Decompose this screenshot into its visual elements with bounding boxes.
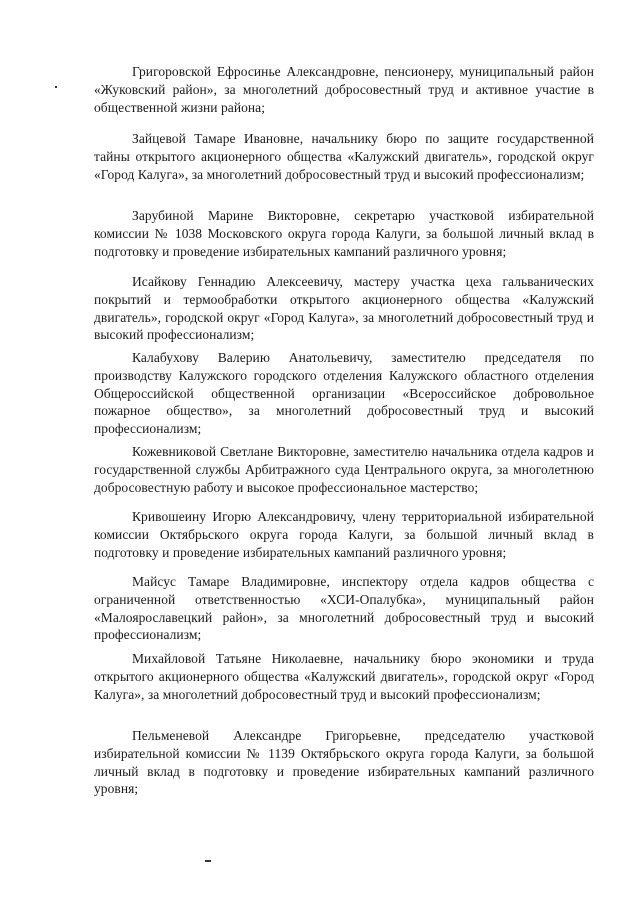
paragraph-kalabukhov: Калабухову Валерию Анатольевичу, заместителю председателя по производству Калужского городского отделения Калужского областного отделения Общероссийской общественной организации «Всероссийское добровольное пожарное общество», за многолетний добросовестный труд и высокий профессионализм;	[94, 350, 594, 437]
paragraph-krivosheyn: Кривошеину Игорю Александровичу, члену территориальной избирательной комиссии Октябрьского округа города Калуги, за большой личный вклад в подготовку и проведение избирательных кампаний различного уровня;	[94, 509, 594, 560]
paragraph-maysus: Майсус Тамаре Владимировне, инспектору отдела кадров общества с ограниченной ответственностью «ХСИ-Опалубка», муниципальный район «Малоярославецкий район», за многолетний добросовестный труд и высокий профессионализм;	[94, 574, 594, 643]
scan-speck	[55, 86, 57, 88]
paragraph-zaytseva: Зайцевой Тамаре Ивановне, начальнику бюро по защите государственной тайны открытого акционерного общества «Калужский двигатель», городской округ «Город Калуга», за многолетний добросовестный труд и высокий профессионализм;	[94, 131, 594, 182]
paragraph-mikhaylova: Михайловой Татьяне Николаевне, начальнику бюро экономики и труда открытого акционерного общества «Калужский двигатель», городской округ «Город Калуга», за многолетний добросовестный труд и высокий профессионализм;	[94, 651, 594, 702]
paragraph-grigorovskaya: Григоровской Ефросинье Александровне, пенсионеру, муниципальный район «Жуковский район», за многолетний добросовестный труд и активное участие в общественной жизни района;	[94, 64, 594, 115]
scan-speck	[205, 860, 211, 862]
paragraph-isaykov: Исайкову Геннадию Алексеевичу, мастеру участка цеха гальванических покрытий и термообработки открытого акционерного общества «Калужский двигатель», городской округ «Город Калуга», за многолетний добросовестный труд и высокий профессионализм;	[94, 274, 594, 343]
paragraph-kozhevnikova: Кожевниковой Светлане Викторовне, заместителю начальника отдела кадров и государственной службы Арбитражного суда Центрального округа, за многолетнюю добросовестную работу и высокое профессиональное мастерство;	[94, 444, 594, 495]
paragraph-pelmeneva: Пельменевой Александре Григорьевне, председателю участковой избирательной комиссии № 1139 Октябрьского округа города Калуги, за большой личный вклад в подготовку и проведение избирательных кампаний различного уровня;	[94, 728, 594, 797]
paragraph-zarubina: Зарубиной Марине Викторовне, секретарю участковой избирательной комиссии № 1038 Московского округа города Калуги, за большой личный вклад в подготовку и проведение избирательных кампаний различного уровня;	[94, 208, 594, 259]
